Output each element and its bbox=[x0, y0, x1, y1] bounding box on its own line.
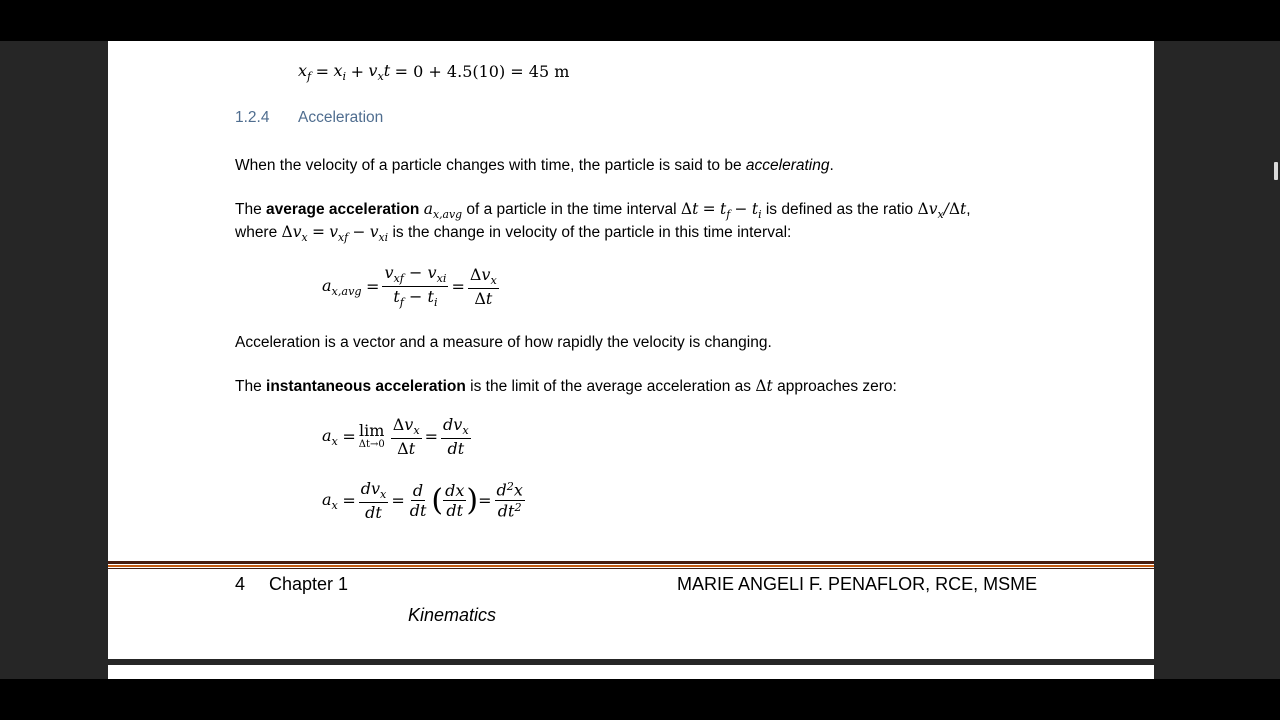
paragraph-instantaneous-acceleration: The instantaneous acceleration is the limit of the average acceleration as Δt approaches zero: bbox=[235, 377, 897, 395]
footer-rule bbox=[108, 561, 1154, 564]
paragraph-vector: Acceleration is a vector and a measure of how rapidly the velocity is changing. bbox=[235, 334, 772, 351]
scrollbar-track[interactable] bbox=[1266, 41, 1280, 679]
footer-rule-accent bbox=[108, 565, 1154, 567]
section-number: 1.2.4 bbox=[235, 109, 270, 126]
equation-final-position: $x_f$ = $x_i$ + $v_xt$ = 0 + 4.5(10) = 45 m bbox=[298, 61, 570, 83]
footer-author: MARIE ANGELI F. PENAFLOR, RCE, MSME bbox=[677, 574, 1038, 594]
footer-rule-thin bbox=[108, 568, 1154, 569]
document-page bbox=[108, 41, 1154, 659]
scrollbar-thumb[interactable] bbox=[1274, 162, 1278, 180]
equation-average-acceleration: $a_{x,avg}$ = $\frac{v_{xf} - v_{xi}}{t_f - t_i}$ = $\frac{\Delta v_x}{\Delta t}$ bbox=[322, 263, 497, 310]
average-acceleration-term: average acceleration bbox=[266, 201, 420, 218]
next-page-edge bbox=[108, 665, 1154, 679]
paragraph-average-acceleration-line1: The average acceleration $a_{x,avg}$ of a particle in the time interval $\Delta t = t_f - t_i$ is defined as the ratio $\Delta v_x/\Delta t$, bbox=[235, 200, 971, 221]
section-heading bbox=[235, 109, 383, 127]
accelerating-emphasis: accelerating bbox=[745, 157, 830, 174]
bottom-letterbox bbox=[0, 679, 1280, 720]
equation-instantaneous-limit: $a_x$ = lim Δt→0 $\frac{\Delta v_x}{\Delta t}$ = $\frac{dv_x}{dt}$ bbox=[322, 415, 469, 459]
top-letterbox bbox=[0, 0, 1280, 41]
section-title: Acceleration bbox=[298, 109, 384, 126]
footer-chapter: Chapter 1 bbox=[269, 574, 349, 594]
footer-page-number: 4 bbox=[235, 574, 246, 594]
paragraph-accelerating: When the velocity of a particle changes with time, the particle is said to be accelerating. bbox=[235, 157, 834, 174]
equation-second-derivative: $a_x$ = $\frac{dv_x}{dt}$ = $\frac{d}{dt}$ ( $\frac{dx}{dt}$ ) = $\frac{d^2x}{dt^2}$ bbox=[322, 479, 523, 523]
footer-subtitle: Kinematics bbox=[408, 605, 497, 625]
instantaneous-acceleration-term: instantaneous acceleration bbox=[266, 378, 466, 395]
paragraph-average-acceleration-line2: where $\Delta v_x = v_{xf} - v_{xi}$ is the change in velocity of the particle in this time interval: bbox=[235, 223, 792, 244]
